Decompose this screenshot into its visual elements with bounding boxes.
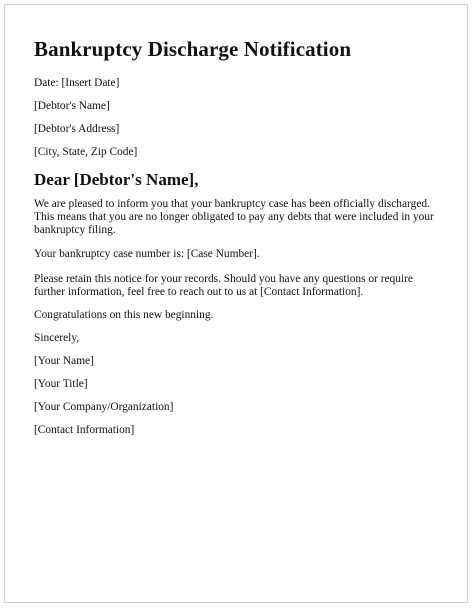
closing: Sincerely, bbox=[34, 332, 80, 344]
paragraph-congratulations: Congratulations on this new beginning. bbox=[34, 309, 214, 321]
paragraph-discharge: We are pleased to inform you that your bankruptcy case has been officially discharged. This means that you are no longer obligated to pay any debts that were included in your bankruptcy filing. bbox=[34, 198, 434, 237]
debtor-address: [Debtor's Address] bbox=[34, 123, 120, 135]
letter-page bbox=[4, 4, 468, 603]
signer-name: [Your Name] bbox=[34, 355, 94, 367]
signer-title: [Your Title] bbox=[34, 378, 88, 390]
date-line: Date: [Insert Date] bbox=[34, 77, 120, 89]
greeting: Dear [Debtor's Name], bbox=[34, 170, 199, 189]
signer-company: [Your Company/Organization] bbox=[34, 401, 174, 413]
paragraph-retain-notice: Please retain this notice for your records. Should you have any questions or require further information, feel free to reach out to us at [Contact Information]. bbox=[34, 273, 413, 299]
debtor-name: [Debtor's Name] bbox=[34, 100, 110, 112]
city-state-zip: [City, State, Zip Code] bbox=[34, 146, 138, 158]
paragraph-case-number: Your bankruptcy case number is: [Case Number]. bbox=[34, 248, 260, 260]
letter-title: Bankruptcy Discharge Notification bbox=[34, 37, 352, 61]
signer-contact: [Contact Information] bbox=[34, 424, 135, 436]
